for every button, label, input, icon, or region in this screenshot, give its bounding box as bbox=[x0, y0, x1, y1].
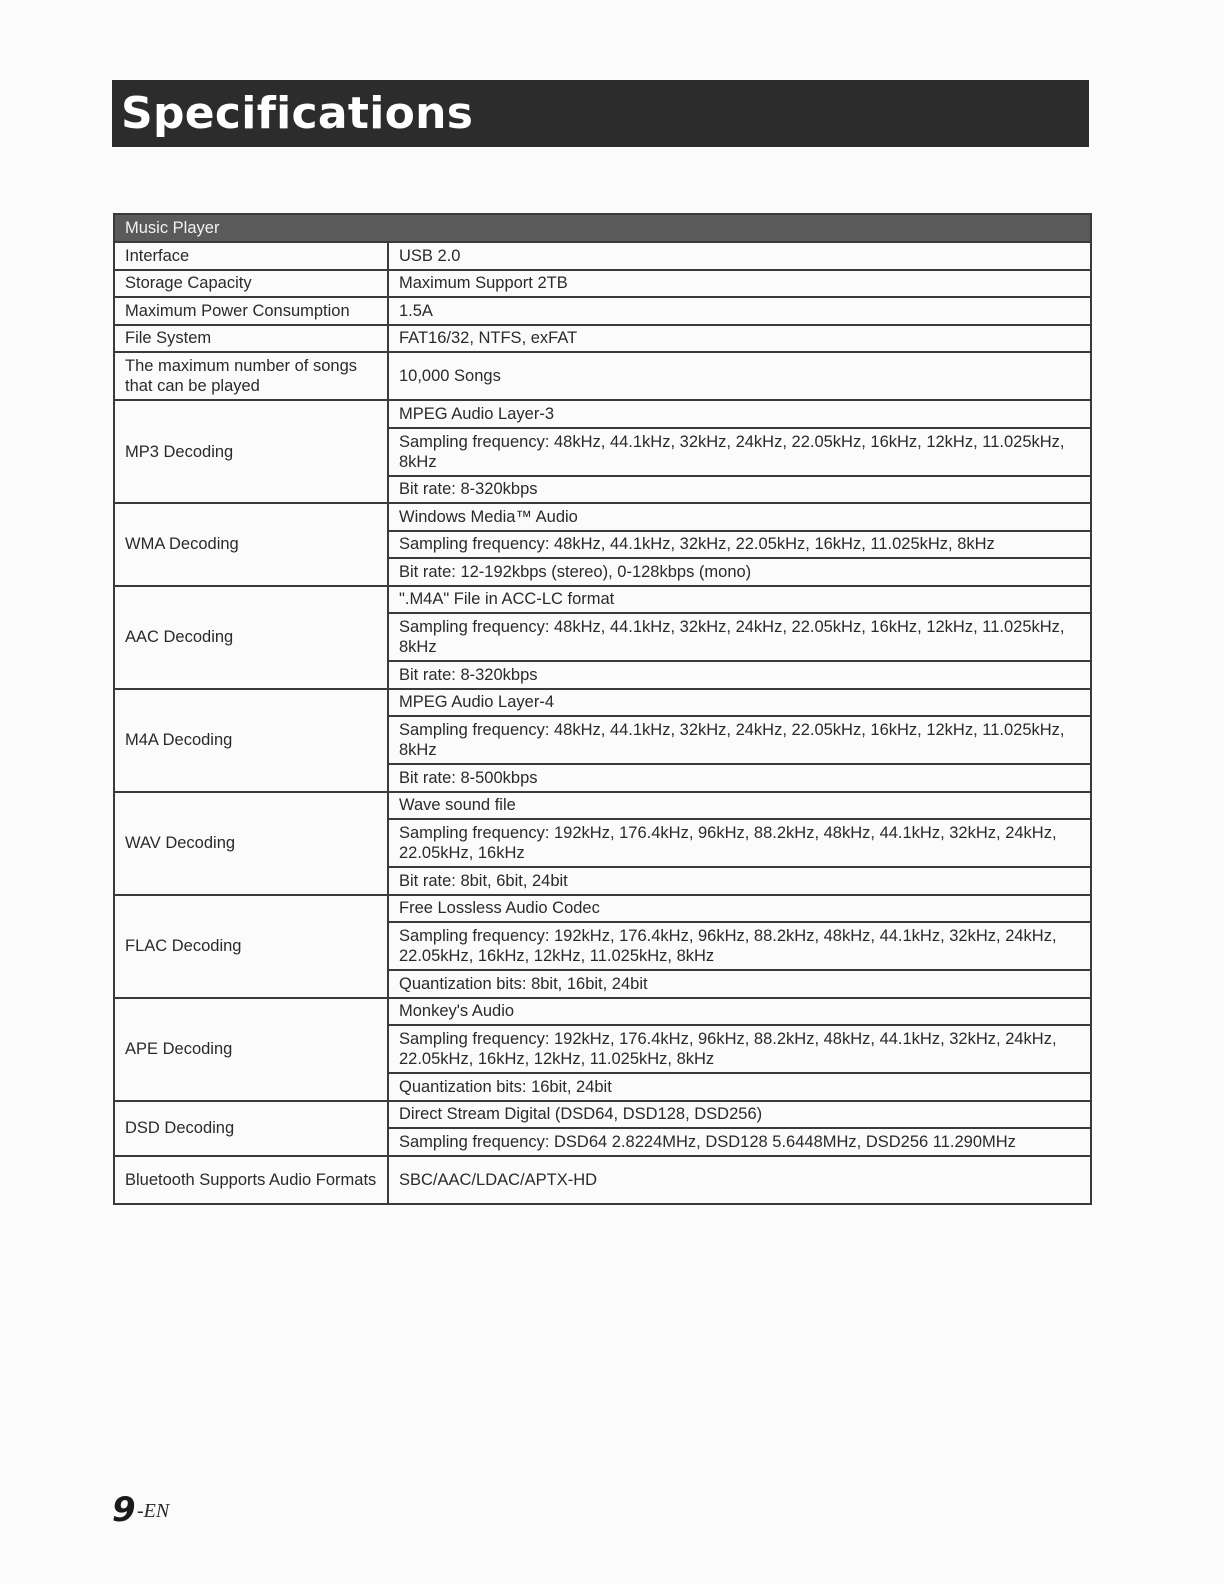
spec-value: Sampling frequency: 48kHz, 44.1kHz, 32kHz, 24kHz, 22.05kHz, 16kHz, 12kHz, 11.025kHz, 8kHz bbox=[388, 428, 1091, 476]
spec-label: WMA Decoding bbox=[114, 503, 388, 586]
table-row bbox=[114, 1101, 1091, 1129]
spec-value: MPEG Audio Layer-3 bbox=[388, 400, 1091, 428]
table-row bbox=[114, 503, 1091, 531]
table-row bbox=[114, 325, 1091, 353]
page-number: 9 bbox=[112, 1490, 136, 1530]
table-row bbox=[114, 895, 1091, 923]
spec-label: FLAC Decoding bbox=[114, 895, 388, 998]
spec-value: Direct Stream Digital (DSD64, DSD128, DSD256) bbox=[388, 1101, 1091, 1129]
spec-label: Storage Capacity bbox=[114, 270, 388, 298]
spec-label: Maximum Power Consumption bbox=[114, 297, 388, 325]
table-row bbox=[114, 297, 1091, 325]
spec-label: Bluetooth Supports Audio Formats bbox=[114, 1156, 388, 1204]
section-title: Music Player bbox=[114, 214, 1091, 242]
spec-value: Sampling frequency: DSD64 2.8224MHz, DSD128 5.6448MHz, DSD256 11.290MHz bbox=[388, 1128, 1091, 1156]
table-row bbox=[114, 998, 1091, 1026]
spec-label: MP3 Decoding bbox=[114, 400, 388, 503]
spec-value: Quantization bits: 8bit, 16bit, 24bit bbox=[388, 970, 1091, 998]
spec-value: Windows Media™ Audio bbox=[388, 503, 1091, 531]
table-row bbox=[114, 270, 1091, 298]
spec-label: APE Decoding bbox=[114, 998, 388, 1101]
table-row bbox=[114, 792, 1091, 820]
spec-value: Sampling frequency: 48kHz, 44.1kHz, 32kHz, 22.05kHz, 16kHz, 11.025kHz, 8kHz bbox=[388, 531, 1091, 559]
spec-label: AAC Decoding bbox=[114, 586, 388, 689]
spec-label: M4A Decoding bbox=[114, 689, 388, 792]
spec-value: Maximum Support 2TB bbox=[388, 270, 1091, 298]
spec-value: Monkey's Audio bbox=[388, 998, 1091, 1026]
spec-value: Quantization bits: 16bit, 24bit bbox=[388, 1073, 1091, 1101]
spec-value: Bit rate: 8bit, 6bit, 24bit bbox=[388, 867, 1091, 895]
table-row bbox=[114, 689, 1091, 717]
spec-value: ".M4A" File in ACC-LC format bbox=[388, 586, 1091, 614]
title-bar bbox=[112, 80, 1089, 147]
spec-value: MPEG Audio Layer-4 bbox=[388, 689, 1091, 717]
spec-value: FAT16/32, NTFS, exFAT bbox=[388, 325, 1091, 353]
section-header-row bbox=[114, 214, 1091, 242]
spec-value: Bit rate: 12-192kbps (stereo), 0-128kbps (mono) bbox=[388, 558, 1091, 586]
spec-value: Sampling frequency: 48kHz, 44.1kHz, 32kHz, 24kHz, 22.05kHz, 16kHz, 12kHz, 11.025kHz, 8kHz bbox=[388, 716, 1091, 764]
spec-value: Bit rate: 8-320kbps bbox=[388, 476, 1091, 504]
spec-table bbox=[113, 213, 1092, 1205]
spec-value: 10,000 Songs bbox=[388, 352, 1091, 400]
spec-label: Interface bbox=[114, 242, 388, 270]
spec-label: The maximum number of songs that can be played bbox=[114, 352, 388, 400]
spec-value: Sampling frequency: 192kHz, 176.4kHz, 96kHz, 88.2kHz, 48kHz, 44.1kHz, 32kHz, 24kHz, 22.05kHz, 16kHz bbox=[388, 819, 1091, 867]
spec-value: Sampling frequency: 192kHz, 176.4kHz, 96kHz, 88.2kHz, 48kHz, 44.1kHz, 32kHz, 24kHz, 22.05kHz, 16kHz, 12kHz, 11.025kHz, 8kHz bbox=[388, 1025, 1091, 1073]
spec-value: SBC/AAC/LDAC/APTX-HD bbox=[388, 1156, 1091, 1204]
page-title: Specifications bbox=[121, 88, 474, 139]
spec-label: File System bbox=[114, 325, 388, 353]
table-row bbox=[114, 1156, 1091, 1204]
table-row bbox=[114, 400, 1091, 428]
spec-value: Bit rate: 8-320kbps bbox=[388, 661, 1091, 689]
spec-value: Wave sound file bbox=[388, 792, 1091, 820]
spec-label: DSD Decoding bbox=[114, 1101, 388, 1156]
table-row bbox=[114, 352, 1091, 400]
spec-value: Sampling frequency: 192kHz, 176.4kHz, 96kHz, 88.2kHz, 48kHz, 44.1kHz, 32kHz, 24kHz, 22.05kHz, 16kHz, 12kHz, 11.025kHz, 8kHz bbox=[388, 922, 1091, 970]
spec-value: Sampling frequency: 48kHz, 44.1kHz, 32kHz, 24kHz, 22.05kHz, 16kHz, 12kHz, 11.025kHz, 8kHz bbox=[388, 613, 1091, 661]
page-language-suffix: -EN bbox=[137, 1500, 170, 1522]
spec-value: Bit rate: 8-500kbps bbox=[388, 764, 1091, 792]
spec-label: WAV Decoding bbox=[114, 792, 388, 895]
spec-value: Free Lossless Audio Codec bbox=[388, 895, 1091, 923]
table-row bbox=[114, 242, 1091, 270]
table-row bbox=[114, 586, 1091, 614]
spec-value: USB 2.0 bbox=[388, 242, 1091, 270]
spec-value: 1.5A bbox=[388, 297, 1091, 325]
